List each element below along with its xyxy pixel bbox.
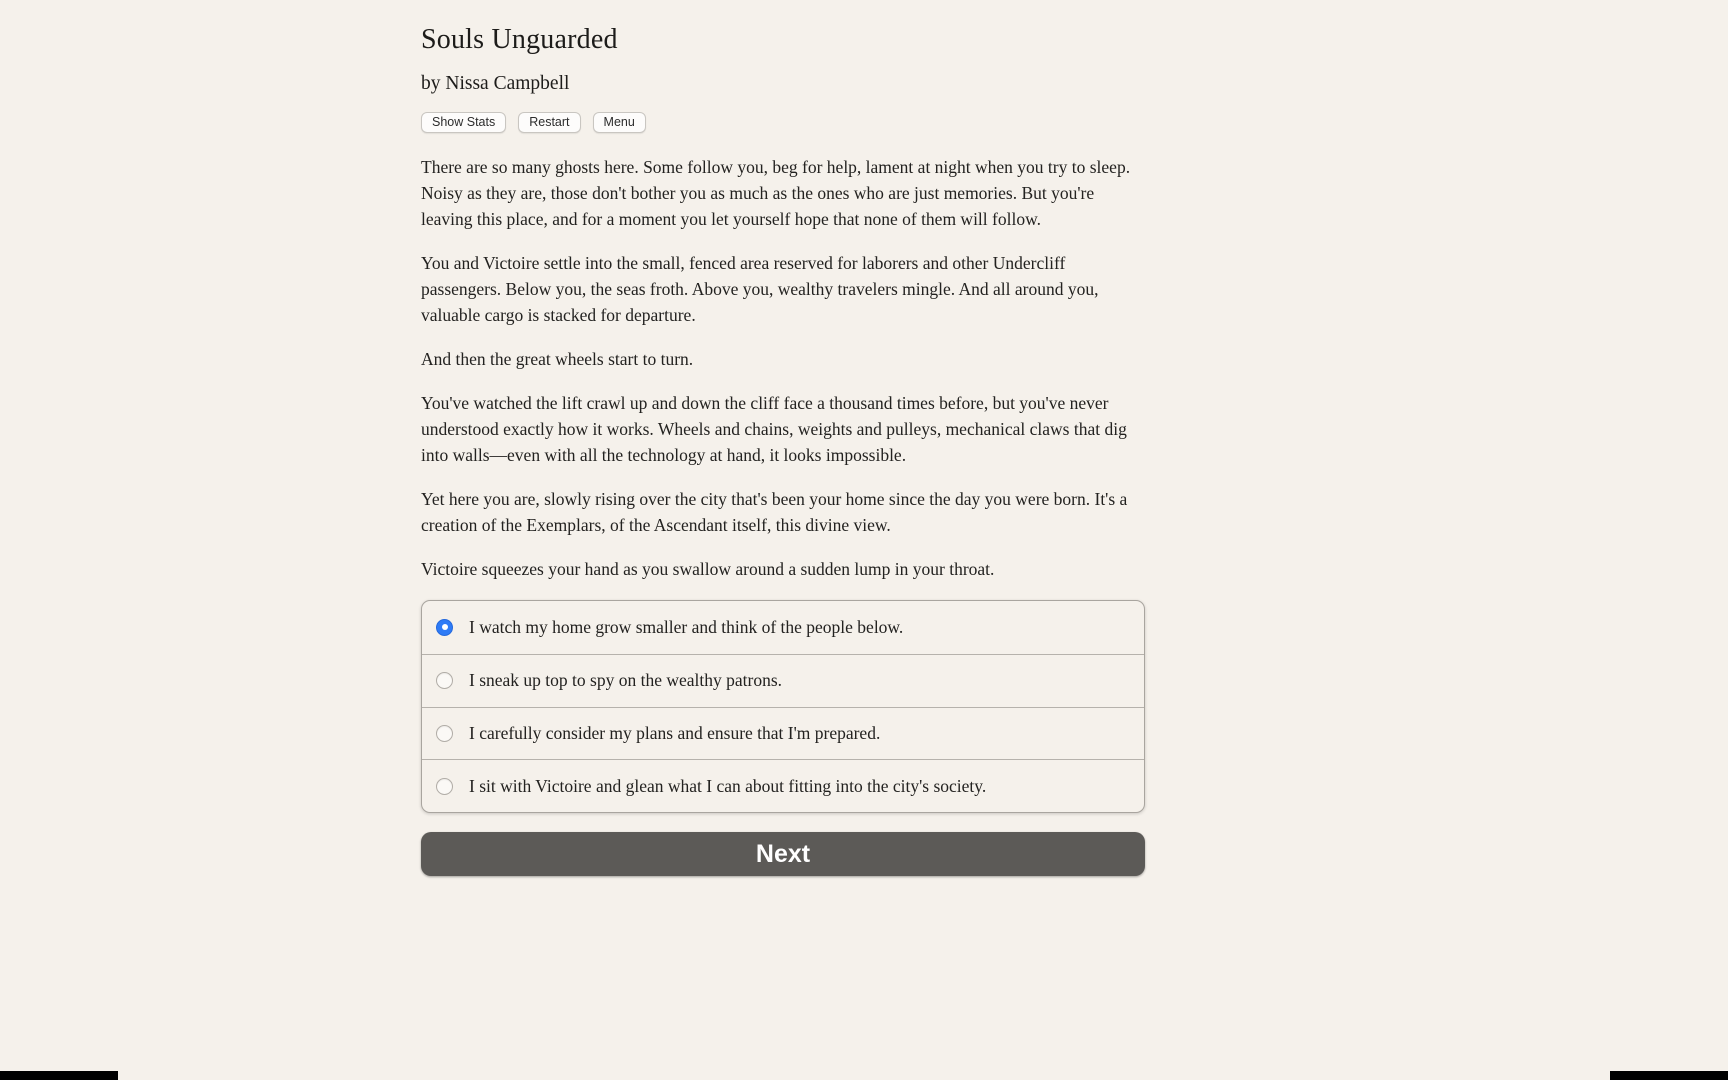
choice-label: I sneak up top to spy on the wealthy patrons.: [469, 670, 783, 691]
choice-option-3[interactable]: [422, 707, 1144, 760]
choice-label: I watch my home grow smaller and think of the people below.: [469, 616, 904, 637]
story-paragraph: And then the great wheels start to turn.: [421, 349, 694, 369]
story-text: [421, 154, 1145, 582]
page-title: Souls Unguarded: [421, 24, 618, 55]
toolbar: [421, 112, 1145, 133]
choice-group: [421, 600, 1145, 813]
next-button[interactable]: Next: [421, 832, 1145, 876]
bottom-right-black-bar: [1610, 1071, 1728, 1080]
radio-icon[interactable]: [436, 672, 453, 689]
choice-option-1[interactable]: [422, 601, 1144, 654]
story-paragraph: Yet here you are, slowly rising over the city that's been your home since the day you were born. It's a creation of the Exemplars, of the Ascendant itself, this divine view.: [421, 489, 1128, 535]
choice-option-2[interactable]: [422, 654, 1144, 707]
author-byline: by Nissa Campbell: [421, 73, 570, 94]
story-paragraph: Victoire squeezes your hand as you swallow around a sudden lump in your throat.: [421, 559, 995, 579]
choice-label: I carefully consider my plans and ensure that I'm prepared.: [469, 722, 881, 743]
choice-label: I sit with Victoire and glean what I can about fitting into the city's society.: [469, 775, 987, 796]
radio-icon[interactable]: [436, 778, 453, 795]
bottom-left-black-bar: [0, 1071, 118, 1080]
radio-icon[interactable]: [436, 619, 453, 636]
menu-button[interactable]: Menu: [593, 112, 646, 133]
radio-icon[interactable]: [436, 725, 453, 742]
story-paragraph: There are so many ghosts here. Some follow you, beg for help, lament at night when you try to sleep. Noisy as they are, those don't bother you as much as the ones who are just memories. But you're leaving this place, and for a moment you let yourself hope that none of them will follow.: [421, 157, 1131, 229]
story-column: [421, 0, 1145, 876]
restart-button[interactable]: Restart: [518, 112, 580, 133]
choice-option-4[interactable]: [422, 759, 1144, 812]
show-stats-button[interactable]: Show Stats: [421, 112, 506, 133]
story-paragraph: You've watched the lift crawl up and down the cliff face a thousand times before, but you've never understood exactly how it works. Wheels and chains, weights and pulleys, mechanical claws that dig into walls—even with all the technology at hand, it looks impossible.: [421, 393, 1127, 465]
story-paragraph: You and Victoire settle into the small, fenced area reserved for laborers and other Undercliff passengers. Below you, the seas froth. Above you, wealthy travelers mingle. And all around you, valuable cargo is stacked for departure.: [421, 253, 1099, 325]
